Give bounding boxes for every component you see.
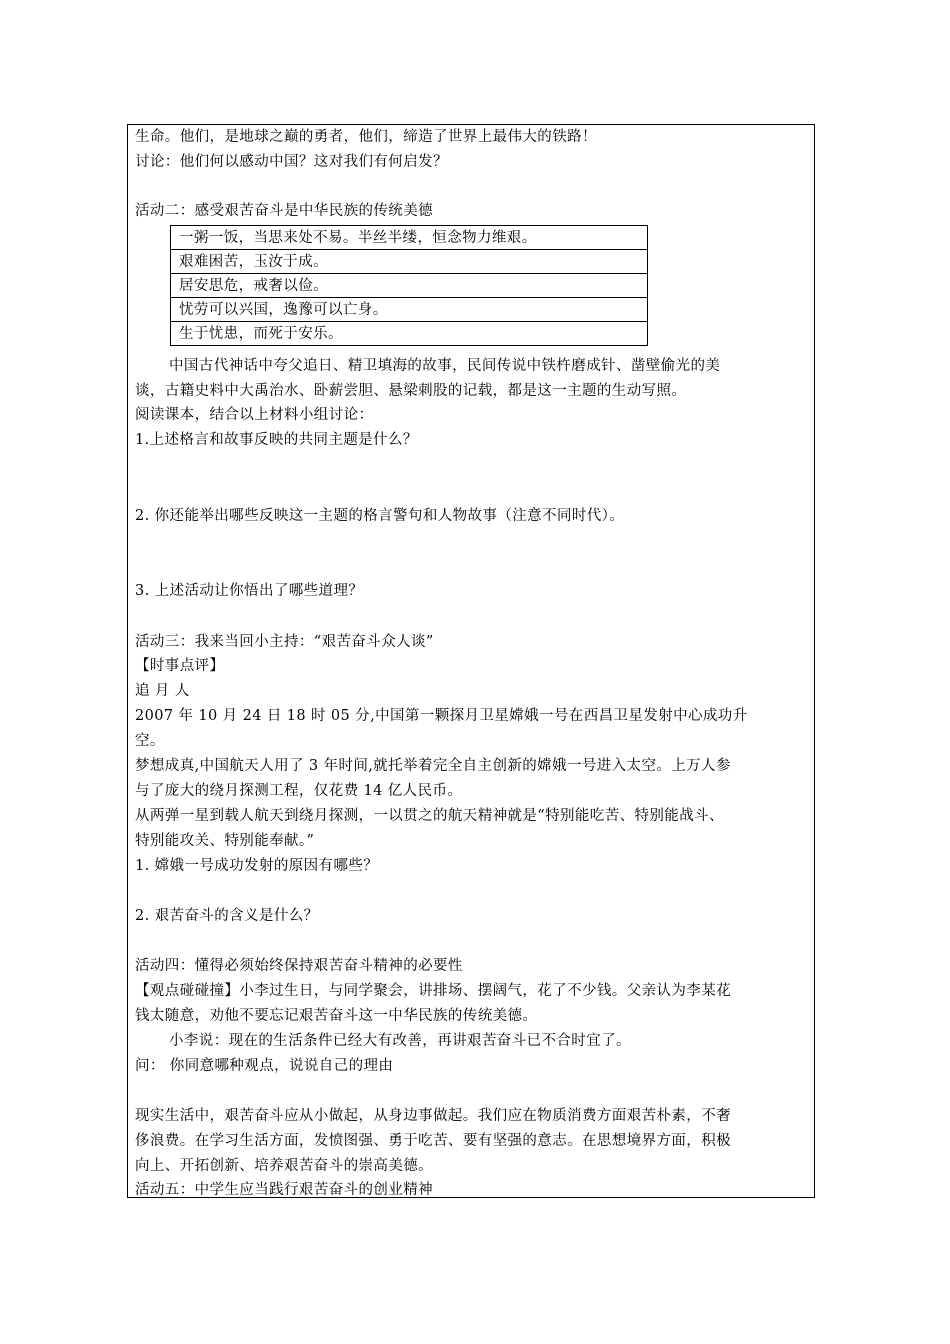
activity-five-heading: 活动五：中学生应当践行艰苦奋斗的创业精神	[135, 1182, 433, 1198]
maxim-cell: 生于忧患，而死于安乐。	[171, 322, 648, 346]
news-question-2: 2. 艰苦奋斗的含义是什么？	[135, 908, 319, 924]
news-line: 与了庞大的绕月探测工程，仅花费 14 亿人民币。	[135, 783, 463, 799]
news-line: 空。	[135, 733, 165, 749]
table-row	[171, 250, 648, 274]
paragraph-line: 中国古代神话中夸父追日、精卫填海的故事，民间传说中铁杵磨成针、凿壁偷光的美	[169, 358, 721, 374]
news-heading: 【时事点评】	[135, 658, 225, 674]
maxim-cell: 一粥一饭，当思来处不易。半丝半缕，恒念物力维艰。	[171, 226, 648, 250]
viewpoint-line: 【观点碰碰撞】小李过生日，与同学聚会，讲排场、摆阔气，花了不少钱。父亲认为李某花	[135, 983, 731, 999]
viewpoint-line: 小李说：现在的生活条件已经大有改善，再讲艰苦奋斗已不合时宜了。	[169, 1033, 631, 1049]
news-line: 梦想成真,中国航天人用了 3 年时间,就托举着完全自主创新的嫦娥一号进入太空。上万人参	[135, 758, 731, 774]
news-title: 追 月 人	[135, 683, 190, 699]
summary-line: 侈浪费。在学习生活方面，发愤图强、勇于吃苦、要有坚强的意志。在思想境界方面，积极	[135, 1133, 731, 1149]
table-row	[171, 226, 648, 250]
table-row	[171, 274, 648, 298]
text-line: 生命。他们，是地球之巅的勇者，他们，缔造了世界上最伟大的铁路！	[135, 129, 597, 145]
table-row	[171, 298, 648, 322]
paragraph-line: 谈，古籍史料中大禹治水、卧薪尝胆、悬梁刺股的记载，都是这一主题的生动写照。	[135, 383, 687, 399]
question-1: 1.上述格言和故事反映的共同主题是什么？	[135, 432, 418, 448]
maxims-table	[170, 225, 648, 346]
news-line: 2007 年 10 月 24 日 18 时 05 分,中国第一颗探月卫星嫦娥一号在西昌卫星发射中心成功升	[135, 708, 748, 724]
question-3: 3. 上述活动让你悟出了哪些道理？	[135, 583, 364, 599]
table-row	[171, 322, 648, 346]
summary-line: 向上、开拓创新、培养艰苦奋斗的崇高美德。	[135, 1158, 433, 1174]
activity-three-heading: 活动三：我来当回小主持：“艰苦奋斗众人谈”	[135, 634, 434, 650]
maxim-cell: 艰难困苦，玉汝于成。	[171, 250, 648, 274]
reading-instruction: 阅读课本，结合以上材料小组讨论：	[135, 407, 374, 423]
summary-line: 现实生活中，艰苦奋斗应从小做起，从身边事做起。我们应在物质消费方面艰苦朴素，不奢	[135, 1108, 731, 1124]
news-line: 从两弹一星到载人航天到绕月探测，一以贯之的航天精神就是“特别能吃苦、特别能战斗、	[135, 808, 724, 824]
maxim-cell: 忧劳可以兴国，逸豫可以亡身。	[171, 298, 648, 322]
discussion-question: 讨论：他们何以感动中国？这对我们有何启发？	[135, 154, 448, 170]
maxim-cell: 居安思危，戒奢以俭。	[171, 274, 648, 298]
question-2: 2. 你还能举出哪些反映这一主题的格言警句和人物故事（注意不同时代）。	[135, 508, 625, 524]
activity-four-heading: 活动四：懂得必须始终保持艰苦奋斗精神的必要性	[135, 958, 463, 974]
news-question-1: 1. 嫦娥一号成功发射的原因有哪些？	[135, 858, 379, 874]
activity-two-heading: 活动二：感受艰苦奋斗是中华民族的传统美德	[135, 203, 433, 219]
viewpoint-question: 问： 你同意哪种观点，说说自己的理由	[135, 1058, 394, 1074]
news-line: 特别能攻关、特别能奉献。”	[135, 833, 315, 849]
viewpoint-line: 钱太随意，劝他不要忘记艰苦奋斗这一中华民族的传统美德。	[135, 1008, 538, 1024]
